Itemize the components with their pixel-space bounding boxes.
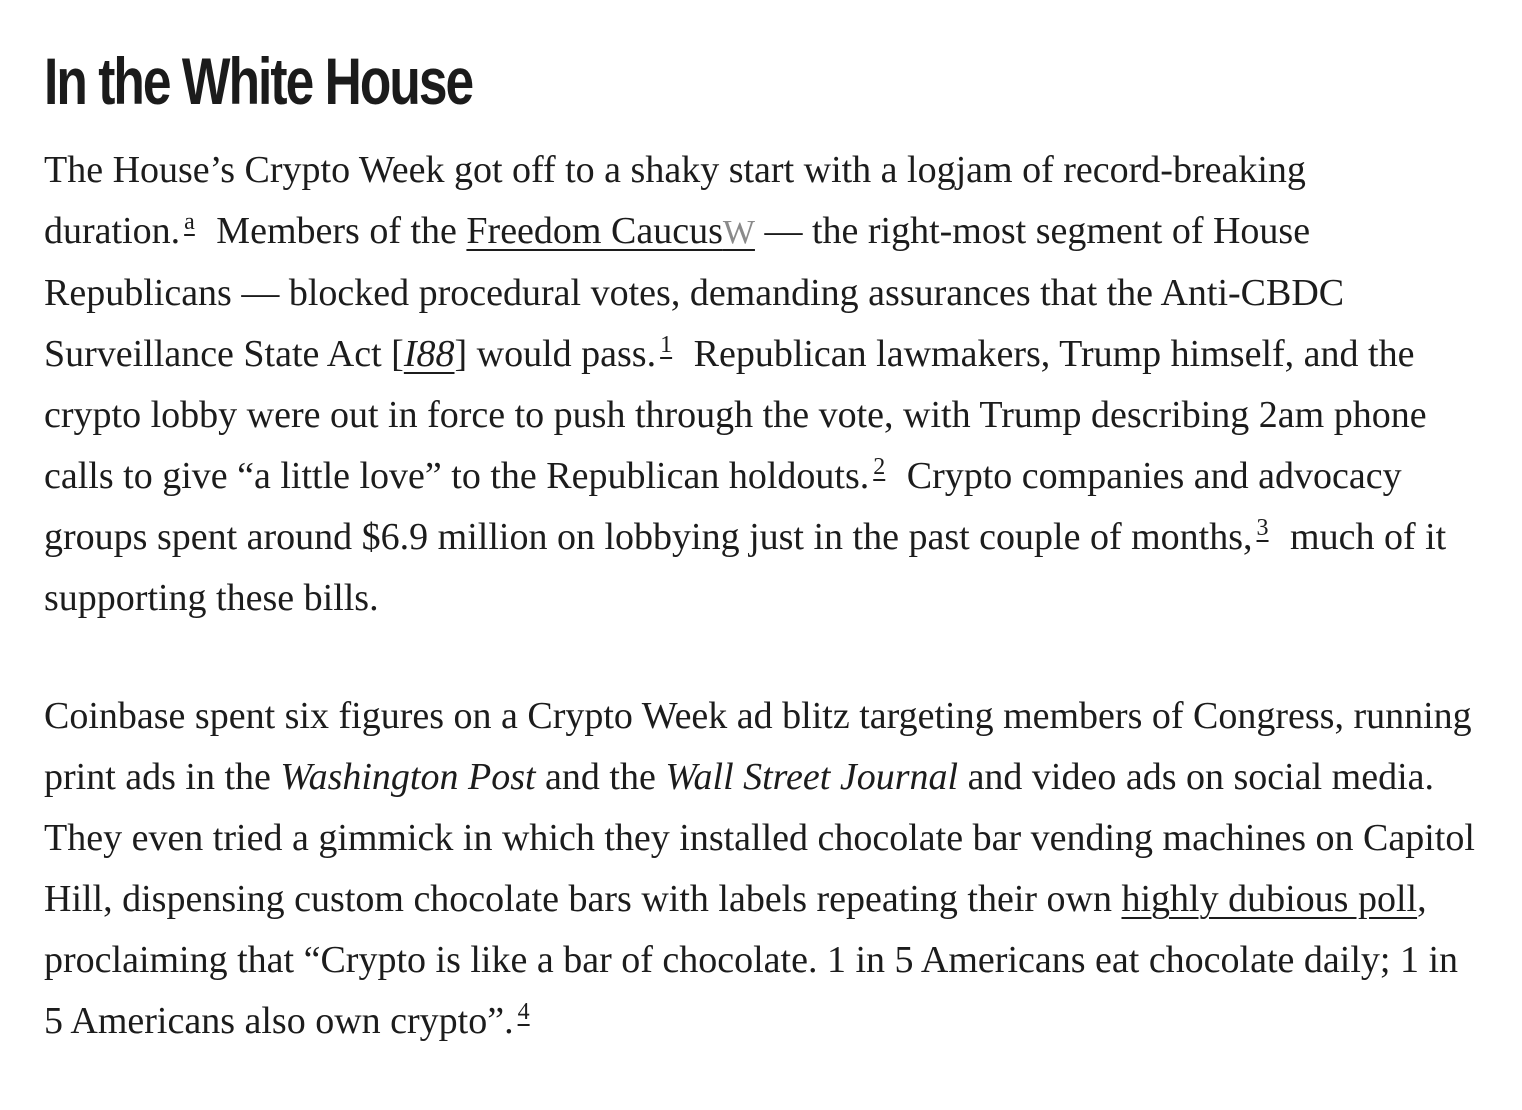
dubious-poll-link[interactable]: highly dubious poll: [1121, 878, 1418, 920]
footnote-4: [518, 999, 530, 1025]
text-span: Members of the: [206, 210, 467, 252]
freedom-caucus-label: Freedom Caucus: [466, 210, 723, 252]
wikipedia-icon: W: [722, 214, 755, 251]
paragraph-lobbying: [44, 140, 1478, 629]
footnote-4-link[interactable]: 4: [517, 999, 530, 1025]
text-span: The House’s Crypto Week got off to a shaky start with a logjam of record-breaking duration.: [44, 149, 1306, 252]
text-span: much of it supporting these bills.: [44, 516, 1447, 619]
paragraph-coinbase-ads: [44, 686, 1478, 1052]
footnote-a-link[interactable]: a: [184, 209, 195, 235]
text-span: ] would pass.: [454, 333, 657, 375]
washington-post-title: Washington Post: [280, 756, 536, 798]
footnote-1-link[interactable]: 1: [660, 332, 673, 358]
freedom-caucus-link[interactable]: [466, 210, 755, 252]
footnote-2-link[interactable]: 2: [873, 454, 886, 480]
footnote-3-link[interactable]: 3: [1256, 515, 1269, 541]
text-span: — the right-most segment of House Republicans — blocked procedural votes, demanding assurances that the Anti-CBDC Surveillance State Act [: [44, 210, 1345, 375]
text-span: and video ads on social media. They even tried a gimmick in which they installed chocolate bar vending machines on Capitol Hill, dispensing custom chocolate bars with labels repeating their own: [44, 756, 1475, 920]
section-heading: In the White House: [44, 44, 473, 118]
text-span: and the: [535, 756, 666, 798]
i88-entry-link[interactable]: I88: [403, 333, 455, 375]
footnote-3: [1257, 515, 1269, 541]
text-span: Crypto companies and advocacy groups spent around $6.9 million on lobbying just in the past couple of months,: [44, 455, 1402, 558]
wall-street-journal-title: Wall Street Journal: [665, 756, 959, 798]
footnote-1: [660, 332, 672, 358]
text-span: Coinbase spent six figures on a Crypto Week ad blitz targeting members of Congress, running print ads in the: [44, 695, 1472, 798]
text-span: , proclaiming that “Crypto is like a bar of chocolate. 1 in 5 Americans eat chocolate daily; 1 in 5 Americans also own crypto”.: [44, 878, 1458, 1042]
footnote-2: [873, 454, 885, 480]
text-span: Republican lawmakers, Trump himself, and the crypto lobby were out in force to push through the vote, with Trump describing 2am phone calls to give “a little love” to the Republican holdouts.: [44, 333, 1427, 497]
footnote-a: [184, 209, 195, 235]
